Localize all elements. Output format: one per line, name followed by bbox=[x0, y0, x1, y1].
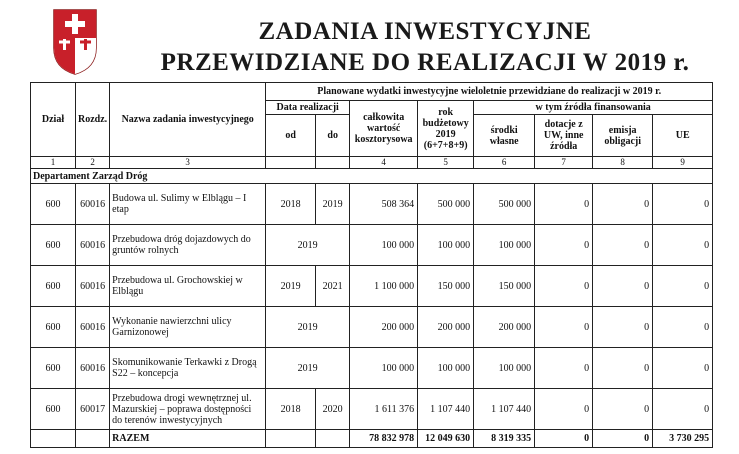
header-ue: UE bbox=[653, 115, 713, 157]
cell-do: 2019 bbox=[316, 184, 350, 225]
col-number bbox=[266, 157, 316, 169]
cell-calkowita: 100 000 bbox=[350, 348, 418, 389]
department-row: Departament Zarząd Dróg bbox=[31, 169, 713, 184]
cell-srodki: 150 000 bbox=[474, 266, 535, 307]
table-row bbox=[31, 348, 713, 389]
total-dotacje: 0 bbox=[535, 430, 593, 448]
header-rozdz: Rozdz. bbox=[76, 83, 110, 157]
table-row bbox=[31, 389, 713, 430]
cell-dotacje: 0 bbox=[535, 225, 593, 266]
header-planowane: Planowane wydatki inwestycyjne wieloletnie przewidziane do realizacji w 2019 r. bbox=[266, 83, 713, 101]
header-od: od bbox=[266, 115, 316, 157]
cell-srodki: 200 000 bbox=[474, 307, 535, 348]
cell-srodki: 1 107 440 bbox=[474, 389, 535, 430]
cell-dotacje: 0 bbox=[535, 266, 593, 307]
cell-emisja: 0 bbox=[593, 389, 653, 430]
col-number bbox=[316, 157, 350, 169]
city-coat-of-arms-icon bbox=[52, 8, 98, 76]
header-emisja: emisja obligacji bbox=[593, 115, 653, 157]
cell-rok: 100 000 bbox=[418, 348, 474, 389]
total-row bbox=[31, 430, 713, 448]
cell-dotacje: 0 bbox=[535, 389, 593, 430]
cell-emisja: 0 bbox=[593, 348, 653, 389]
header-w-tym: w tym źródła finansowania bbox=[474, 101, 713, 115]
cell-rozdz: 60016 bbox=[76, 307, 110, 348]
cell-dzial: 600 bbox=[31, 266, 76, 307]
cell-emisja: 0 bbox=[593, 307, 653, 348]
cell-ue: 0 bbox=[653, 225, 713, 266]
cell-rozdz: 60017 bbox=[76, 389, 110, 430]
cell-rozdz: 60016 bbox=[76, 184, 110, 225]
cell-ue: 0 bbox=[653, 266, 713, 307]
total-calkowita: 78 832 978 bbox=[350, 430, 418, 448]
header-dotacje: dotacje z UW, inne źródła bbox=[535, 115, 593, 157]
cell-srodki: 100 000 bbox=[474, 225, 535, 266]
header-rok-budzetowy: rok budżetowy 2019 (6+7+8+9) bbox=[418, 101, 474, 157]
cell-rozdz: 60016 bbox=[76, 348, 110, 389]
header-data-realizacji: Data realizacji bbox=[266, 101, 350, 115]
cell-dzial: 600 bbox=[31, 389, 76, 430]
title-line-2: PRZEWIDZIANE DO REALIZACJI W 2019 r. bbox=[160, 49, 690, 76]
cell-srodki: 100 000 bbox=[474, 348, 535, 389]
col-number: 3 bbox=[110, 157, 266, 169]
cell-rok: 500 000 bbox=[418, 184, 474, 225]
total-label: RAZEM bbox=[110, 430, 266, 448]
cell-do: 2020 bbox=[316, 389, 350, 430]
total-emisja: 0 bbox=[593, 430, 653, 448]
cell-od: 2018 bbox=[266, 389, 316, 430]
cell-srodki: 500 000 bbox=[474, 184, 535, 225]
cell-dzial: 600 bbox=[31, 184, 76, 225]
header-srodki: środki własne bbox=[474, 115, 535, 157]
header-dzial: Dział bbox=[31, 83, 76, 157]
cell-od-do: 2019 bbox=[266, 307, 350, 348]
cell-od-do: 2019 bbox=[266, 348, 350, 389]
cell-rok: 150 000 bbox=[418, 266, 474, 307]
cell-do: 2021 bbox=[316, 266, 350, 307]
cell-dotacje: 0 bbox=[535, 184, 593, 225]
header-calkowita: całkowita wartość kosztorysowa bbox=[350, 101, 418, 157]
cell-nazwa: Przebudowa dróg dojazdowych do gruntów rolnych bbox=[110, 225, 266, 266]
col-number: 8 bbox=[593, 157, 653, 169]
cell-rok: 1 107 440 bbox=[418, 389, 474, 430]
col-number: 7 bbox=[535, 157, 593, 169]
cell-rozdz: 60016 bbox=[76, 225, 110, 266]
cell-nazwa: Przebudowa drogi wewnętrznej ul. Mazurskiej – poprawa dostępności do terenów inwestycyjnych bbox=[110, 389, 266, 430]
header-do: do bbox=[316, 115, 350, 157]
total-srodki: 8 319 335 bbox=[474, 430, 535, 448]
table-row bbox=[31, 266, 713, 307]
cell-rok: 200 000 bbox=[418, 307, 474, 348]
cell-emisja: 0 bbox=[593, 225, 653, 266]
investment-table bbox=[30, 82, 713, 448]
cell-dotacje: 0 bbox=[535, 348, 593, 389]
cell-emisja: 0 bbox=[593, 266, 653, 307]
col-number: 5 bbox=[418, 157, 474, 169]
cell-emisja: 0 bbox=[593, 184, 653, 225]
cell-calkowita: 100 000 bbox=[350, 225, 418, 266]
cell-ue: 0 bbox=[653, 348, 713, 389]
cell-nazwa: Skomunikowanie Terkawki z Drogą S22 – koncepcja bbox=[110, 348, 266, 389]
cell-ue: 0 bbox=[653, 184, 713, 225]
cell-calkowita: 1 611 376 bbox=[350, 389, 418, 430]
table-row bbox=[31, 184, 713, 225]
cell-calkowita: 200 000 bbox=[350, 307, 418, 348]
cell-calkowita: 1 100 000 bbox=[350, 266, 418, 307]
cell-od-do: 2019 bbox=[266, 225, 350, 266]
total-ue: 3 730 295 bbox=[653, 430, 713, 448]
cell-rozdz: 60016 bbox=[76, 266, 110, 307]
col-number: 2 bbox=[76, 157, 110, 169]
cell-dzial: 600 bbox=[31, 307, 76, 348]
cell-dzial: 600 bbox=[31, 348, 76, 389]
col-number: 1 bbox=[31, 157, 76, 169]
table-row bbox=[31, 307, 713, 348]
cell-od: 2018 bbox=[266, 184, 316, 225]
table-row bbox=[31, 225, 713, 266]
cell-ue: 0 bbox=[653, 389, 713, 430]
cell-nazwa: Budowa ul. Sulimy w Elblągu – I etap bbox=[110, 184, 266, 225]
cell-ue: 0 bbox=[653, 307, 713, 348]
cell-rok: 100 000 bbox=[418, 225, 474, 266]
cell-nazwa: Wykonanie nawierzchni ulicy Garnizonowej bbox=[110, 307, 266, 348]
col-number: 6 bbox=[474, 157, 535, 169]
total-rok: 12 049 630 bbox=[418, 430, 474, 448]
col-number: 4 bbox=[350, 157, 418, 169]
title-line-1: ZADANIA INWESTYCYJNE bbox=[258, 18, 592, 45]
cell-dotacje: 0 bbox=[535, 307, 593, 348]
header-nazwa: Nazwa zadania inwestycyjnego bbox=[110, 83, 266, 157]
col-number: 9 bbox=[653, 157, 713, 169]
cell-nazwa: Przebudowa ul. Grochowskiej w Elblągu bbox=[110, 266, 266, 307]
cell-calkowita: 508 364 bbox=[350, 184, 418, 225]
cell-dzial: 600 bbox=[31, 225, 76, 266]
cell-od: 2019 bbox=[266, 266, 316, 307]
document-title bbox=[110, 16, 739, 78]
